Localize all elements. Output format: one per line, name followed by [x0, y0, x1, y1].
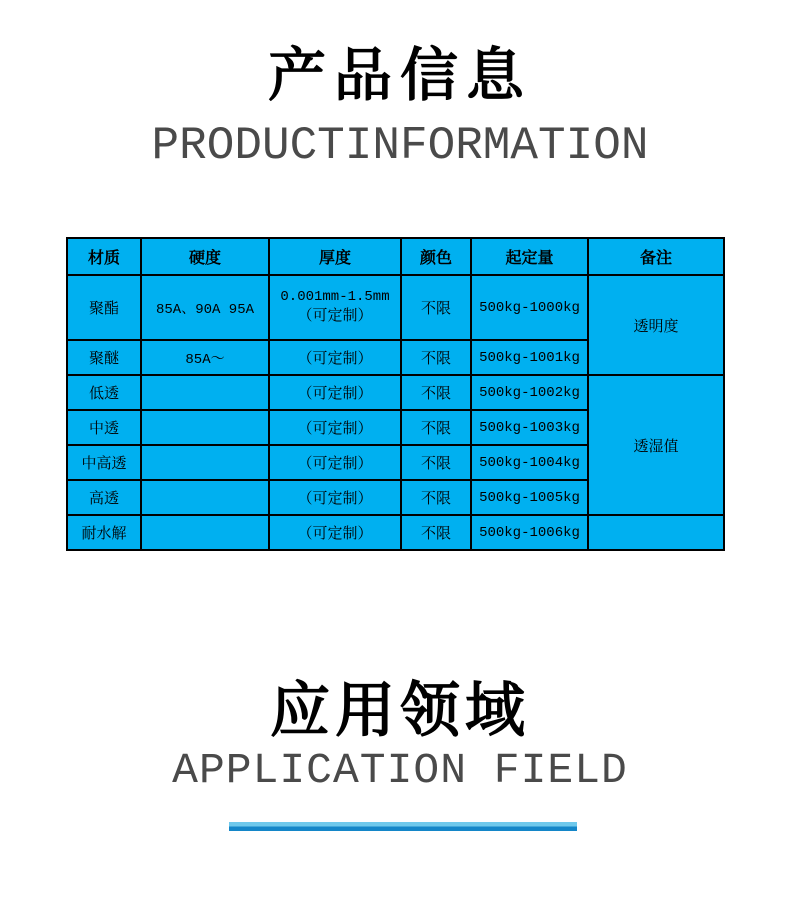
cell-moq: 500kg-1001kg	[471, 340, 588, 375]
header-hardness: 硬度	[141, 238, 269, 275]
cell-thickness: （可定制）	[269, 340, 401, 375]
cell-color: 不限	[401, 375, 471, 410]
cell-remark-empty	[588, 515, 724, 550]
product-section-title-cn: 产品信息	[267, 43, 532, 108]
table-row	[67, 515, 724, 550]
table-header-row	[67, 238, 724, 275]
header-thickness: 厚度	[269, 238, 401, 275]
cell-hardness: 85A、90A 95A	[141, 275, 269, 340]
cell-color: 不限	[401, 410, 471, 445]
table-row	[67, 275, 724, 340]
application-section-title-en: APPLICATION FIELD	[172, 746, 628, 795]
cell-material: 中透	[67, 410, 141, 445]
thickness-range: 0.001mm-1.5mm	[280, 289, 390, 306]
cell-thickness: （可定制）	[269, 515, 401, 550]
cell-hardness	[141, 375, 269, 410]
cell-hardness	[141, 480, 269, 515]
header-material: 材质	[67, 238, 141, 275]
cell-moq: 500kg-1006kg	[471, 515, 588, 550]
section-divider-bar	[229, 822, 577, 831]
cell-hardness	[141, 445, 269, 480]
table-row	[67, 375, 724, 410]
cell-material: 低透	[67, 375, 141, 410]
cell-moq: 500kg-1003kg	[471, 410, 588, 445]
cell-remark-transparency: 透明度	[588, 275, 724, 375]
cell-material: 耐水解	[67, 515, 141, 550]
cell-moq: 500kg-1004kg	[471, 445, 588, 480]
cell-moq: 500kg-1002kg	[471, 375, 588, 410]
cell-thickness: （可定制）	[269, 375, 401, 410]
cell-color: 不限	[401, 275, 471, 340]
product-section-title-en: PRODUCTINFORMATION	[151, 120, 649, 172]
cell-material: 中高透	[67, 445, 141, 480]
cell-moq: 500kg-1000kg	[471, 275, 588, 340]
header-moq: 起定量	[471, 238, 588, 275]
cell-material: 聚醚	[67, 340, 141, 375]
application-section-title-cn: 应用领域	[270, 677, 530, 744]
cell-moq: 500kg-1005kg	[471, 480, 588, 515]
cell-color: 不限	[401, 480, 471, 515]
cell-hardness	[141, 515, 269, 550]
cell-thickness	[269, 275, 401, 340]
cell-material: 高透	[67, 480, 141, 515]
cell-hardness	[141, 410, 269, 445]
cell-hardness: 85A～	[141, 340, 269, 375]
cell-color: 不限	[401, 340, 471, 375]
header-remark: 备注	[588, 238, 724, 275]
cell-color: 不限	[401, 515, 471, 550]
header-color: 颜色	[401, 238, 471, 275]
product-spec-table	[66, 237, 725, 551]
cell-thickness: （可定制）	[269, 410, 401, 445]
cell-thickness: （可定制）	[269, 480, 401, 515]
cell-color: 不限	[401, 445, 471, 480]
cell-remark-moisture: 透湿值	[588, 375, 724, 515]
thickness-customizable: （可定制）	[297, 306, 373, 324]
cell-material: 聚酯	[67, 275, 141, 340]
cell-thickness: （可定制）	[269, 445, 401, 480]
